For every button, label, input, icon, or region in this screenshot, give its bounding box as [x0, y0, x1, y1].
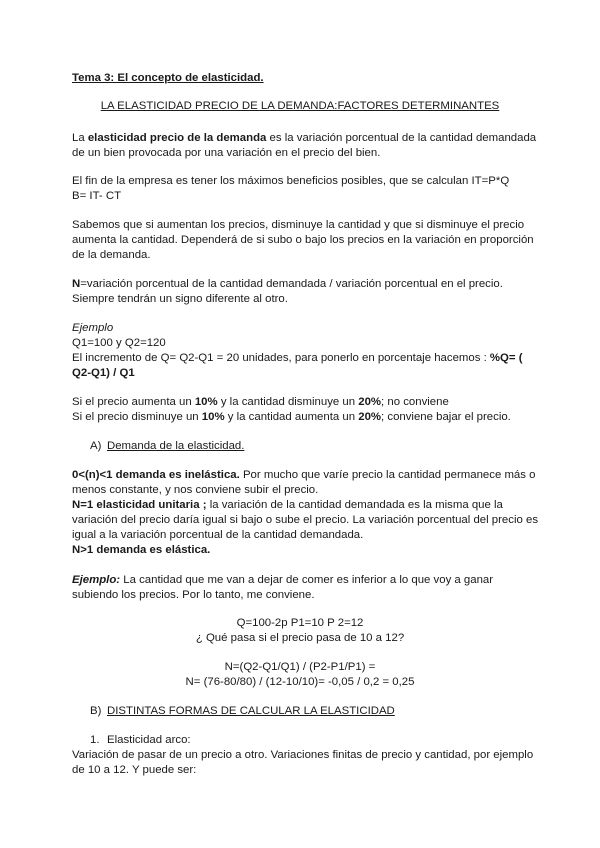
inelastic-line-2: menos constante, y nos conviene subir el precio.	[72, 484, 319, 496]
profit-line-2: B= IT- CT	[72, 190, 122, 202]
definition-line-2: de un bien provocada por una variación en el precio del bien.	[72, 147, 381, 159]
example-increment-line-2: Q2-Q1) / Q1	[72, 367, 135, 379]
elasticity-definition-line-1: N=variación porcentual de la cantidad demandada / variación porcentual en el precio.	[72, 278, 503, 290]
section-a-title: Demanda de la elasticidad.	[107, 440, 245, 452]
arc-marker: 1.	[90, 734, 100, 746]
unitary-line-3: igual a la variación porcentual de la cantidad demandada.	[72, 529, 364, 541]
formula-elasticity: N=(Q2-Q1/Q1) / (P2-P1/P1) =	[224, 661, 376, 673]
price-quantity-line-1: Sabemos que si aumentan los precios, disminuye la cantidad y que si disminuye el precio	[72, 219, 525, 231]
section-a-marker: A)	[90, 440, 102, 452]
profit-line-1: El fin de la empresa es tener los máximos beneficios posibles, que se calculan IT=P*Q	[72, 175, 510, 187]
arc-line-2: de 10 a 12. Y puede ser:	[72, 764, 197, 776]
elastic-line: N>1 demanda es elástica.	[72, 544, 211, 556]
arc-title: Elasticidad arco:	[107, 734, 191, 746]
example2-line-1: Ejemplo: La cantidad que me van a dejar de comer es inferior a lo que voy a ganar	[72, 574, 494, 586]
formula-question: ¿ Qué pasa si el precio pasa de 10 a 12?	[195, 632, 405, 644]
case-price-decrease: Si el precio disminuye un 10% y la cantidad aumenta un 20%; conviene bajar el precio.	[72, 411, 511, 423]
case-price-increase: Si el precio aumenta un 10% y la cantidad disminuye un 20%; no conviene	[72, 396, 449, 408]
definition-line-1: La elasticidad precio de la demanda es la variación porcentual de la cantidad demandada	[72, 132, 537, 144]
section-b-marker: B)	[90, 705, 102, 717]
topic-title: Tema 3: El concepto de elasticidad.	[72, 72, 264, 84]
elasticity-definition-line-2: Siempre tendrán un signo diferente al otro.	[72, 293, 288, 305]
example-increment-line-1: El incremento de Q= Q2-Q1 = 20 unidades, para ponerlo en porcentaje hacemos : %Q= (	[72, 352, 523, 364]
formula-demand: Q=100-2p P1=10 P 2=12	[236, 617, 364, 629]
price-quantity-line-2: aumenta la cantidad. Dependerá de si subo o bajo los precios en la variación en proporción	[72, 234, 534, 246]
example-quantities: Q1=100 y Q2=120	[72, 337, 166, 349]
price-quantity-line-3: de la demanda.	[72, 249, 151, 261]
inelastic-line-1: 0<(n)<1 demanda es inelástica. Por mucho que varíe precio la cantidad permanece más o	[72, 469, 536, 481]
arc-line-1: Variación de pasar de un precio a otro. Variaciones finitas de precio y cantidad, por ejemplo	[72, 749, 534, 761]
unitary-line-1: N=1 elasticidad unitaria ; la variación de la cantidad demandada es la misma que la	[72, 499, 503, 511]
example-label: Ejemplo	[72, 322, 114, 334]
section-heading: LA ELASTICIDAD PRECIO DE LA DEMANDA:FACTORES DETERMINANTES	[100, 100, 500, 112]
formula-result: N= (76-80/80) / (12-10/10)= -0,05 / 0,2 = 0,25	[185, 676, 415, 688]
unitary-line-2: variación del precio daría igual si bajo o sube el precio. La variación porcentual del precio es	[72, 514, 539, 526]
section-b-title: DISTINTAS FORMAS DE CALCULAR LA ELASTICIDAD	[107, 705, 395, 717]
example2-line-2: subiendo los precios. Por lo tanto, me conviene.	[72, 589, 315, 601]
